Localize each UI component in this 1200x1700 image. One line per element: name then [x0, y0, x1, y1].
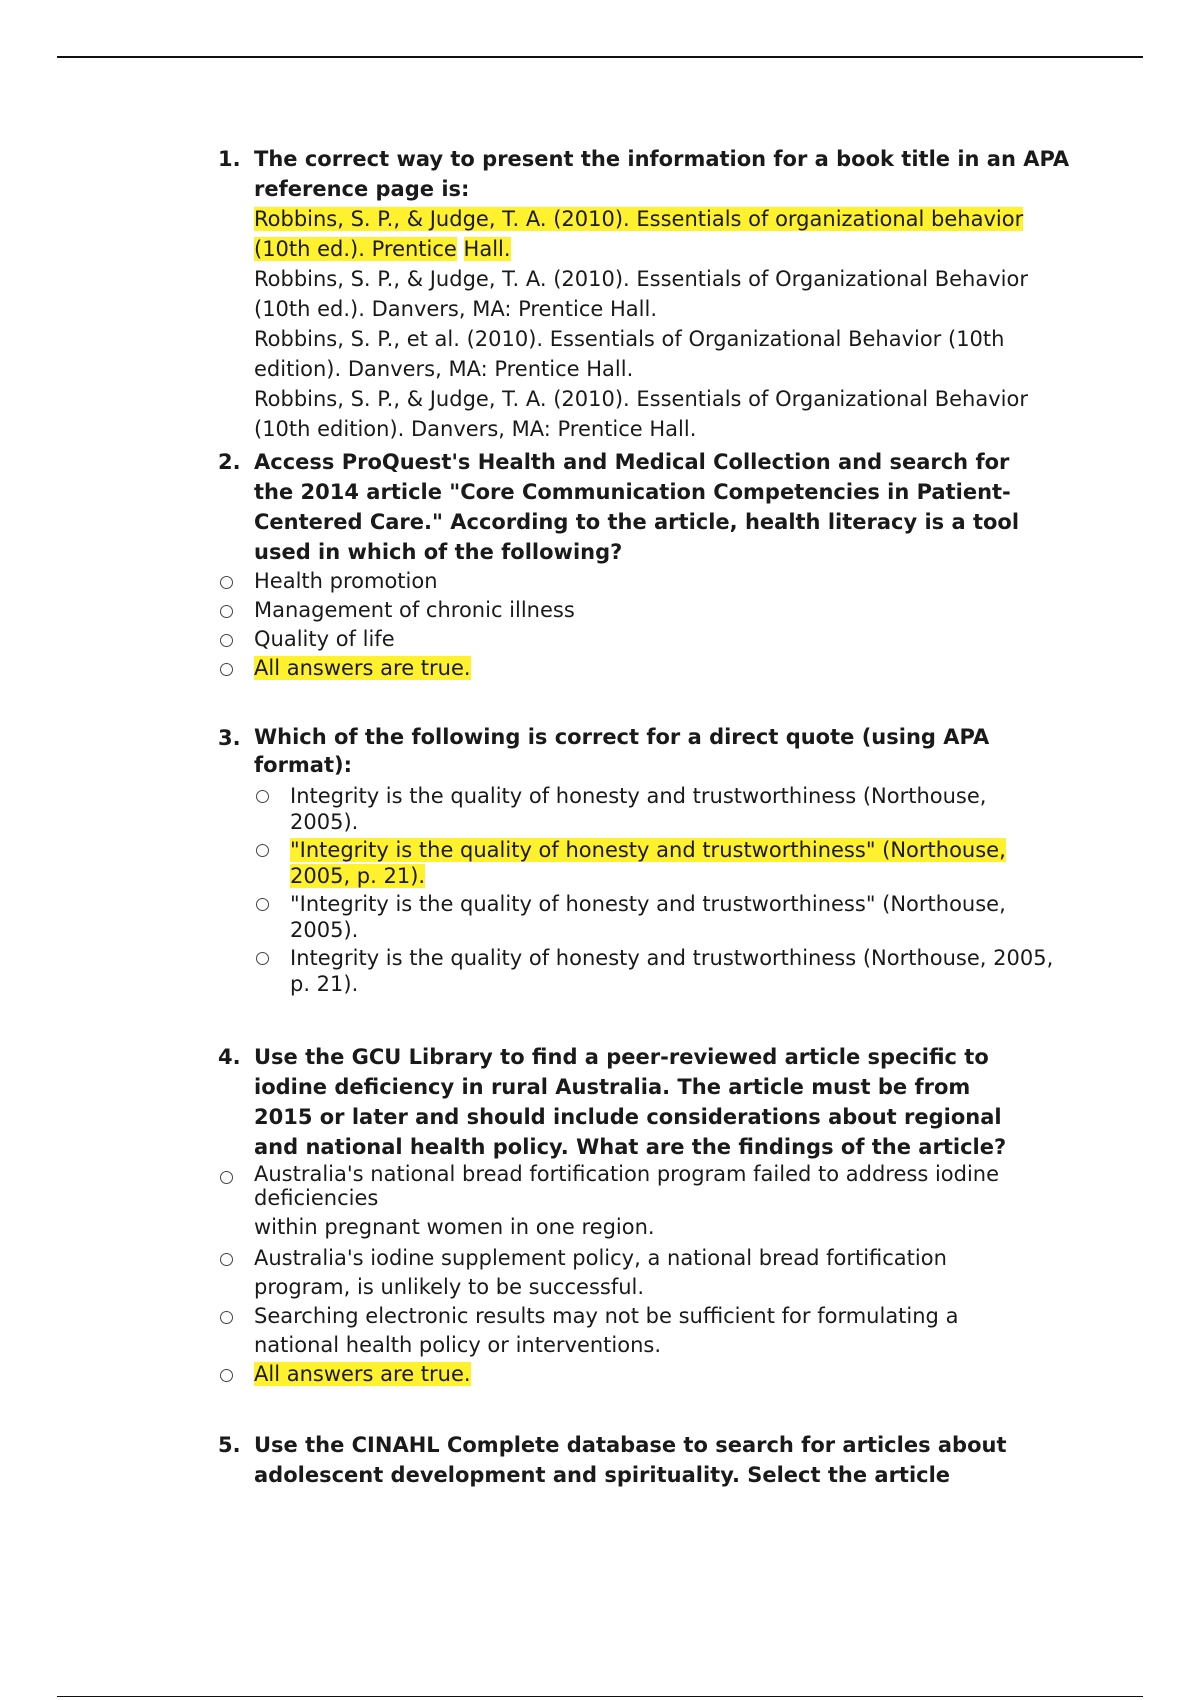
option-1[interactable] [218, 1162, 1098, 1244]
answer-line: Robbins, S. P., & Judge, T. A. (2010). Essentials of organizational behavior [254, 207, 1024, 231]
question-4 [218, 1042, 1098, 1389]
option-line: 2005). [290, 918, 359, 942]
question-1 [218, 144, 1098, 444]
question-text: Access ProQuest's Health and Medical Collection and search for the 2014 article "Core Communication Competencies in Patient- Centered Care." According to the article, health literacy is a tool used in which of the following? [254, 450, 1020, 564]
option-2[interactable] [218, 1244, 1098, 1302]
radio-button[interactable] [220, 1171, 233, 1184]
option-2[interactable] [218, 837, 1098, 889]
option-4[interactable] [218, 1360, 1098, 1389]
question-2 [218, 447, 1098, 683]
question-text: The correct way to present the information for a book title in an APA reference page is: [254, 147, 1070, 201]
answer-3[interactable] [254, 324, 1098, 384]
answer-2[interactable] [254, 264, 1098, 324]
option-4[interactable] [218, 945, 1098, 997]
question-number: 2. [218, 450, 241, 474]
answer-line: (10th ed.). Prentice [254, 237, 457, 261]
answer-line: (10th ed.). Danvers, MA: Prentice Hall. [254, 297, 657, 321]
option-line: 2005). [290, 810, 359, 834]
answer-line: (10th edition). Danvers, MA: Prentice Hall. [254, 417, 697, 441]
option-line: national health policy or interventions. [254, 1333, 662, 1357]
answer-line: Robbins, S. P., & Judge, T. A. (2010). Essentials of Organizational Behavior [254, 387, 1028, 411]
footer-rule [57, 1696, 1143, 1697]
question-text: Which of the following is correct for a direct quote (using APA format): [254, 725, 990, 777]
option-line: p. 21). [290, 972, 359, 996]
answer-line: edition). Danvers, MA: Prentice Hall. [254, 357, 634, 381]
radio-button[interactable] [220, 1369, 233, 1382]
option-line: All answers are true. [254, 1362, 471, 1386]
option-line: "Integrity is the quality of honesty and trustworthiness" (Northouse, [290, 838, 1006, 862]
radio-button[interactable] [220, 1253, 233, 1266]
radio-button[interactable] [256, 790, 269, 803]
answer-1[interactable] [254, 204, 1098, 264]
radio-button[interactable] [220, 576, 233, 589]
radio-button[interactable] [220, 663, 233, 676]
option-line: Australia's national bread fortification program failed to address iodine [254, 1162, 1000, 1186]
option-line: 2005, p. 21). [290, 864, 426, 888]
option-line: Searching electronic results may not be sufficient for formulating a [254, 1304, 959, 1328]
radio-button[interactable] [256, 898, 269, 911]
question-number: 4. [218, 1045, 241, 1069]
option-3[interactable] [218, 1302, 1098, 1360]
option-1[interactable] [218, 783, 1098, 835]
question-number: 3. [218, 726, 241, 750]
option-label: All answers are true. [254, 656, 471, 680]
question-text: Use the CINAHL Complete database to search for articles about adolescent development and spirituality. Select the article [254, 1433, 1007, 1487]
question-5 [218, 1430, 1098, 1490]
radio-button[interactable] [256, 844, 269, 857]
option-2[interactable] [218, 596, 1098, 625]
radio-button[interactable] [220, 634, 233, 647]
option-line: Integrity is the quality of honesty and trustworthiness (Northouse, [290, 784, 987, 808]
option-line: program, is unlikely to be successful. [254, 1275, 645, 1299]
answer-line: Robbins, S. P., & Judge, T. A. (2010). Essentials of Organizational Behavior [254, 267, 1028, 291]
option-line: deficiencies [254, 1186, 379, 1210]
answer-4[interactable] [254, 384, 1098, 444]
answer-line: Robbins, S. P., et al. (2010). Essentials of Organizational Behavior (10th [254, 327, 1005, 351]
option-line: Australia's iodine supplement policy, a national bread fortification [254, 1246, 947, 1270]
option-3[interactable] [218, 891, 1098, 943]
option-label: Quality of life [254, 627, 395, 651]
option-4[interactable] [218, 654, 1098, 683]
option-label: Management of chronic illness [254, 598, 575, 622]
question-number: 5. [218, 1433, 241, 1457]
radio-button[interactable] [220, 605, 233, 618]
radio-button[interactable] [220, 1311, 233, 1324]
question-3 [218, 723, 1098, 997]
option-line: within pregnant women in one region. [254, 1215, 655, 1239]
option-label: Health promotion [254, 569, 438, 593]
answer-line: Hall. [463, 237, 511, 261]
option-line: "Integrity is the quality of honesty and trustworthiness" (Northouse, [290, 892, 1006, 916]
question-number: 1. [218, 147, 241, 171]
option-1[interactable] [218, 567, 1098, 596]
header-rule [57, 56, 1143, 58]
option-line: Integrity is the quality of honesty and trustworthiness (Northouse, 2005, [290, 946, 1054, 970]
option-3[interactable] [218, 625, 1098, 654]
question-text: Use the GCU Library to find a peer-reviewed article specific to iodine deficiency in rural Australia. The article must be from 2015 or later and should include considerations about regional and national health policy. What are the findings of the article? [254, 1045, 1007, 1159]
radio-button[interactable] [256, 952, 269, 965]
